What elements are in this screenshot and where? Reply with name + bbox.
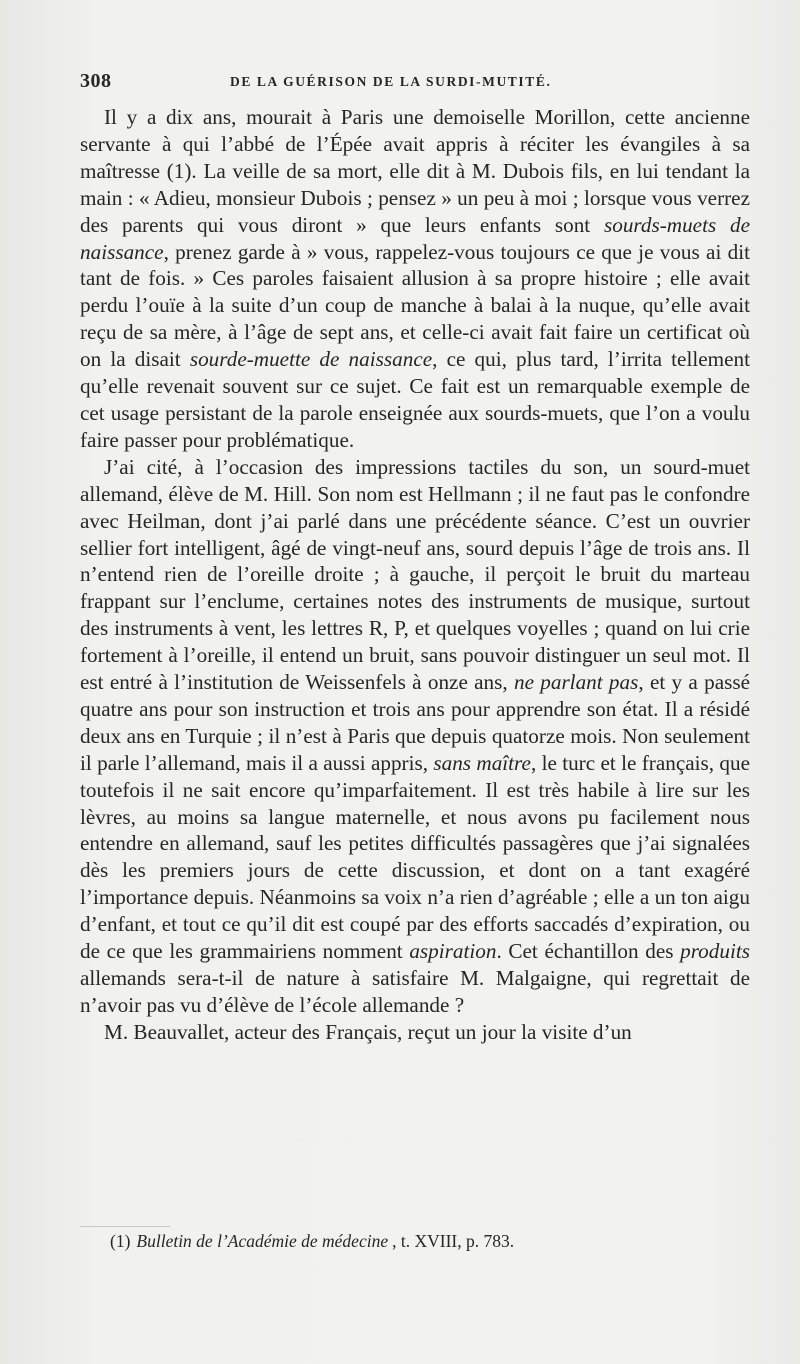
footnote-mark: (1) xyxy=(110,1231,131,1251)
page-header xyxy=(80,70,750,100)
text-run: , le turc et le français, que toutefois il ne sait encore qu’imparfaitement. Il est très habile à lire sur les lèvres, au moins sa langue maternelle, et nous avons pu facilement nous entendre en allemand, sauf les petites difficultés passagères que j’ai signalées dès les premiers jours de cette discussion, et dont on a tant exagéré l’importance depuis. Néanmoins sa voix n’a rien d’agréable ; elle a un ton aigu d’enfant, et tout ce qu’il dit est coupé par des efforts saccadés d’expiration, ou de ce que les grammairiens nomment xyxy=(80,750,751,964)
italic-run: ne parlant pas xyxy=(513,670,639,695)
italic-run: produits xyxy=(680,939,750,964)
footnote-source: Bulletin de l’Académie de médecine xyxy=(136,1231,389,1251)
text-run: . Cet échantillon des xyxy=(496,939,681,964)
running-head: DE LA GUÉRISON DE LA SURDI-MUTITÉ. xyxy=(230,74,552,89)
footnote-divider xyxy=(80,1226,170,1227)
footnote-detail: , t. XVIII, p. 783. xyxy=(392,1231,515,1251)
text-run: , prenez garde à » vous, rappelez-vous toujours ce que je vous ai dit tant de fois. » Ces paroles faisaient allusion à sa propre histoire ; elle avait perdu l’ouïe à la suite d’un coup de manche à balai à la nuque, qu’elle avait reçu de sa mère, à l’âge de sept ans, et celle-ci avait fait faire un certificat où on la disait xyxy=(80,239,750,372)
text-run: Il y a dix ans, mourait à Paris une demoiselle Morillon, cette ancienne servante à qui l’abbé de l’Épée avait appris à réciter les évangiles à sa maîtresse (1). La veille de sa mort, elle dit à M. Dubois fils, en lui tendant la main : « Adieu, monsieur Dubois ; pensez » un peu à moi ; lorsque vous verrez des parents qui vous diront » que leurs enfants sont xyxy=(80,105,750,237)
italic-run: aspiration xyxy=(409,939,497,964)
text-run: allemands sera-t-il de nature à satisfaire M. Malgaigne, qui regrettait de n’avoir pas vu d’élève de l’école allemande ? xyxy=(80,966,750,1017)
italic-run: sourds-muets de naissance xyxy=(80,212,750,264)
paragraph xyxy=(80,104,750,454)
italic-run: sourde-muette de naissance xyxy=(189,347,433,372)
italic-run: sans maître xyxy=(433,750,531,775)
body-text xyxy=(80,104,750,1046)
text-run: , ce qui, plus tard, l’irrita tellement qu’elle revenait souvent sur ce sujet. Ce fait est un remarquable exemple de cet usage persistant de la parole enseignée aux sourds-muets, que l’on a voulu faire passer pour problématique. xyxy=(80,347,751,452)
page-number: 308 xyxy=(80,70,112,92)
text-run: M. Beauvallet, acteur des Français, reçut un jour la visite d’un xyxy=(104,1019,632,1044)
text-run: J’ai cité, à l’occasion des impressions tactiles du son, un sourd-muet allemand, élève de M. Hill. Son nom est Hellmann ; il ne faut pas le confondre avec Heilman, dont j’ai parlé dans une précédente séance. C’est un ouvrier sellier fort intelligent, âgé de vingt-neuf ans, sourd depuis l’âge de trois ans. Il n’entend rien de l’oreille droite ; à gauche, il perçoit le bruit du marteau frappant sur l’enclume, certaines notes des instruments de musique, surtout des instruments à vent, les lettres R, P, et quelques voyelles ; quand on lui crie fortement à l’oreille, il entend un bruit, sans pouvoir distinguer un seul mot. Il est entré à l’institution de Weissenfels à onze ans, xyxy=(80,454,750,695)
text-run: , et y a passé quatre ans pour son instruction et trois ans pour apprendre son état. Il a résidé deux ans en Turquie ; il n’est à Paris que depuis quatorze mois. Non seulement il parle l’allemand, mais il a aussi appris, xyxy=(80,670,750,775)
footnote xyxy=(110,1230,750,1252)
paragraph xyxy=(80,1019,750,1046)
paragraph xyxy=(80,454,750,1019)
